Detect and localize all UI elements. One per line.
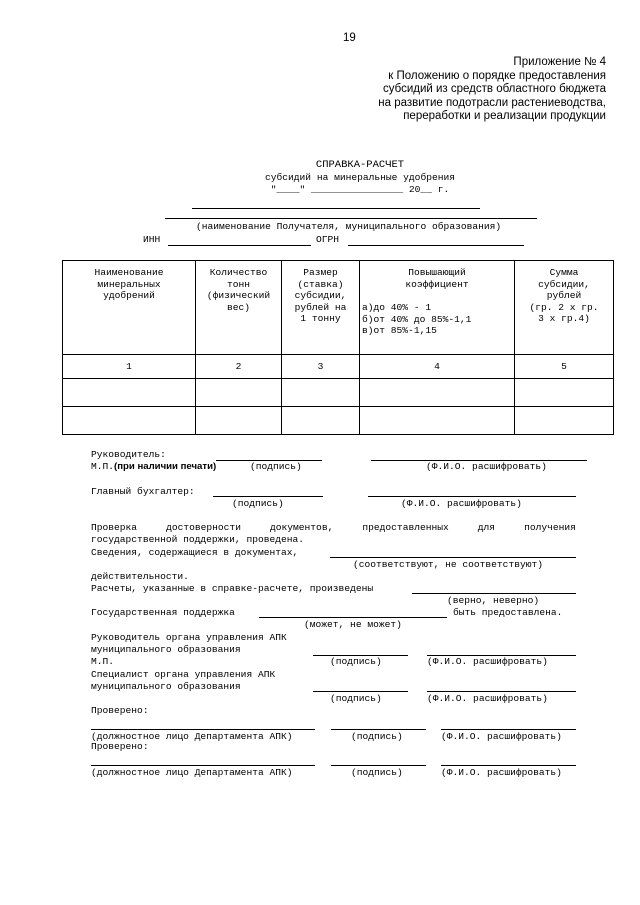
column-header: Повышающий коэффициент а)до 40% - 1 б)от 40% до 85%-1,1 в)от 85%-1,15 [360,261,515,355]
apk-specialist-label: муниципального образования [91,681,241,692]
chief-accountant-label: Главный бухгалтер: [91,486,195,497]
appendix-line: к Положению о порядке предоставления [388,69,606,82]
page-number: 19 [343,32,356,44]
table-cell[interactable] [63,379,196,407]
column-number: 5 [515,355,614,379]
sign-caption: (подпись) [232,498,284,509]
column-number: 3 [282,355,360,379]
head-label: Руководитель: [91,449,166,460]
fio-caption: (Ф.И.О. расшифровать) [426,461,547,472]
column-header: Наименование минеральных удобрений [63,261,196,355]
column-header: Размер (ставка) субсидии, рублей на 1 тонну [282,261,360,355]
support-caption: (может, не может) [304,619,402,630]
table-cell[interactable] [360,407,515,435]
fio-line [441,729,576,730]
support-blank-line [259,617,447,618]
date-line: "____" ________________ 20__ г. [270,184,450,195]
subsidy-table [62,260,614,435]
table-cell[interactable] [515,379,614,407]
recipient-blank-line [165,218,537,219]
table-row [63,379,614,407]
info-label: Сведения, содержащиеся в документах, [91,547,299,558]
document-subtitle: субсидий на минеральные удобрения [265,172,455,183]
table-cell[interactable] [63,407,196,435]
verification-paragraph-line: государственной поддержки, проведена. [91,534,305,545]
table-row [63,407,614,435]
calc-caption: (верно, неверно) [447,595,540,606]
position-line [91,765,315,766]
column-numbers-row [63,355,614,379]
calc-label: Расчеты, указанные в справке-расчете, произведены [91,583,374,594]
sign-line [331,729,426,730]
table-cell[interactable] [282,379,360,407]
appendix-title: Приложение № 4 [513,56,606,68]
column-number: 4 [360,355,515,379]
sign-caption: (подпись) [351,731,403,742]
info-caption: (соответствуют, не соответствуют) [353,559,543,570]
accountant-fio-line [368,496,576,497]
fio-caption: (Ф.И.О. расшифровать) [427,656,548,667]
apk-head-label: Руководитель органа управления АПК [91,632,287,643]
ogrn-blank-line [348,245,524,246]
coefficient-option: а)до 40% - 1 [362,302,432,313]
support-label: Государственная поддержка [91,607,235,618]
reality-text: действительности. [91,571,189,582]
fio-caption: (Ф.И.О. расшифровать) [401,498,522,509]
support-suffix: быть предоставлена. [453,607,563,618]
position-caption: (должностное лицо Департамента АПК) [91,731,293,742]
column-header: Сумма субсидии, рублей (гр. 2 x гр. 3 x гр.4) [515,261,614,355]
info-blank-line [330,557,576,558]
table-cell[interactable] [196,379,282,407]
recipient-caption: (наименование Получателя, муниципального образования) [196,221,502,232]
inn-blank-line [168,245,311,246]
apk-spec-sign-line [313,691,408,692]
table-cell[interactable] [196,407,282,435]
fio-caption: (Ф.И.О. расшифровать) [441,731,562,742]
fio-caption: (Ф.И.О. расшифровать) [427,693,548,704]
verification-paragraph-line: Проверка достоверности документов, предоставленных для получения [91,522,576,533]
appendix-line: переработки и реализации продукции [403,110,606,122]
stamp-note: М.П.(при наличии печати) [91,461,217,472]
appendix-header [378,56,606,124]
table-cell[interactable] [360,379,515,407]
coefficient-option: в)от 85%-1,15 [362,325,437,336]
stamp-mark: М.П. [91,656,115,667]
appendix-line: на развитие подотрасли растениеводства, [378,96,606,109]
table-cell[interactable] [515,407,614,435]
fio-line [441,765,576,766]
fio-caption: (Ф.И.О. расшифровать) [441,767,562,778]
accountant-sign-line [213,496,323,497]
position-line [91,729,315,730]
sign-caption: (подпись) [330,693,382,704]
inn-label: ИНН [143,234,161,245]
table-cell[interactable] [282,407,360,435]
appendix-line: субсидий из средств областного бюджета [382,83,606,95]
table-header-row [63,261,614,355]
apk-head-label: муниципального образования [91,644,241,655]
coefficient-option: б)от 40% до 85%-1,1 [362,313,472,325]
apk-specialist-label: Специалист органа управления АПК [91,669,276,680]
sign-line [331,765,426,766]
checked-label: Проверено: [91,705,149,716]
recipient-blank-line [192,208,480,209]
calc-blank-line [412,593,576,594]
column-header: Количество тонн (физический вес) [196,261,282,355]
column-number: 1 [63,355,196,379]
sign-caption: (подпись) [250,461,302,472]
sign-caption: (подпись) [330,656,382,667]
sign-caption: (подпись) [351,767,403,778]
document-title: СПРАВКА-РАСЧЕТ [315,159,405,171]
checked-label: Проверено: [91,741,149,752]
column-number: 2 [196,355,282,379]
ogrn-label: ОГРН [316,234,340,245]
position-caption: (должностное лицо Департамента АПК) [91,767,293,778]
apk-spec-fio-line [427,691,576,692]
